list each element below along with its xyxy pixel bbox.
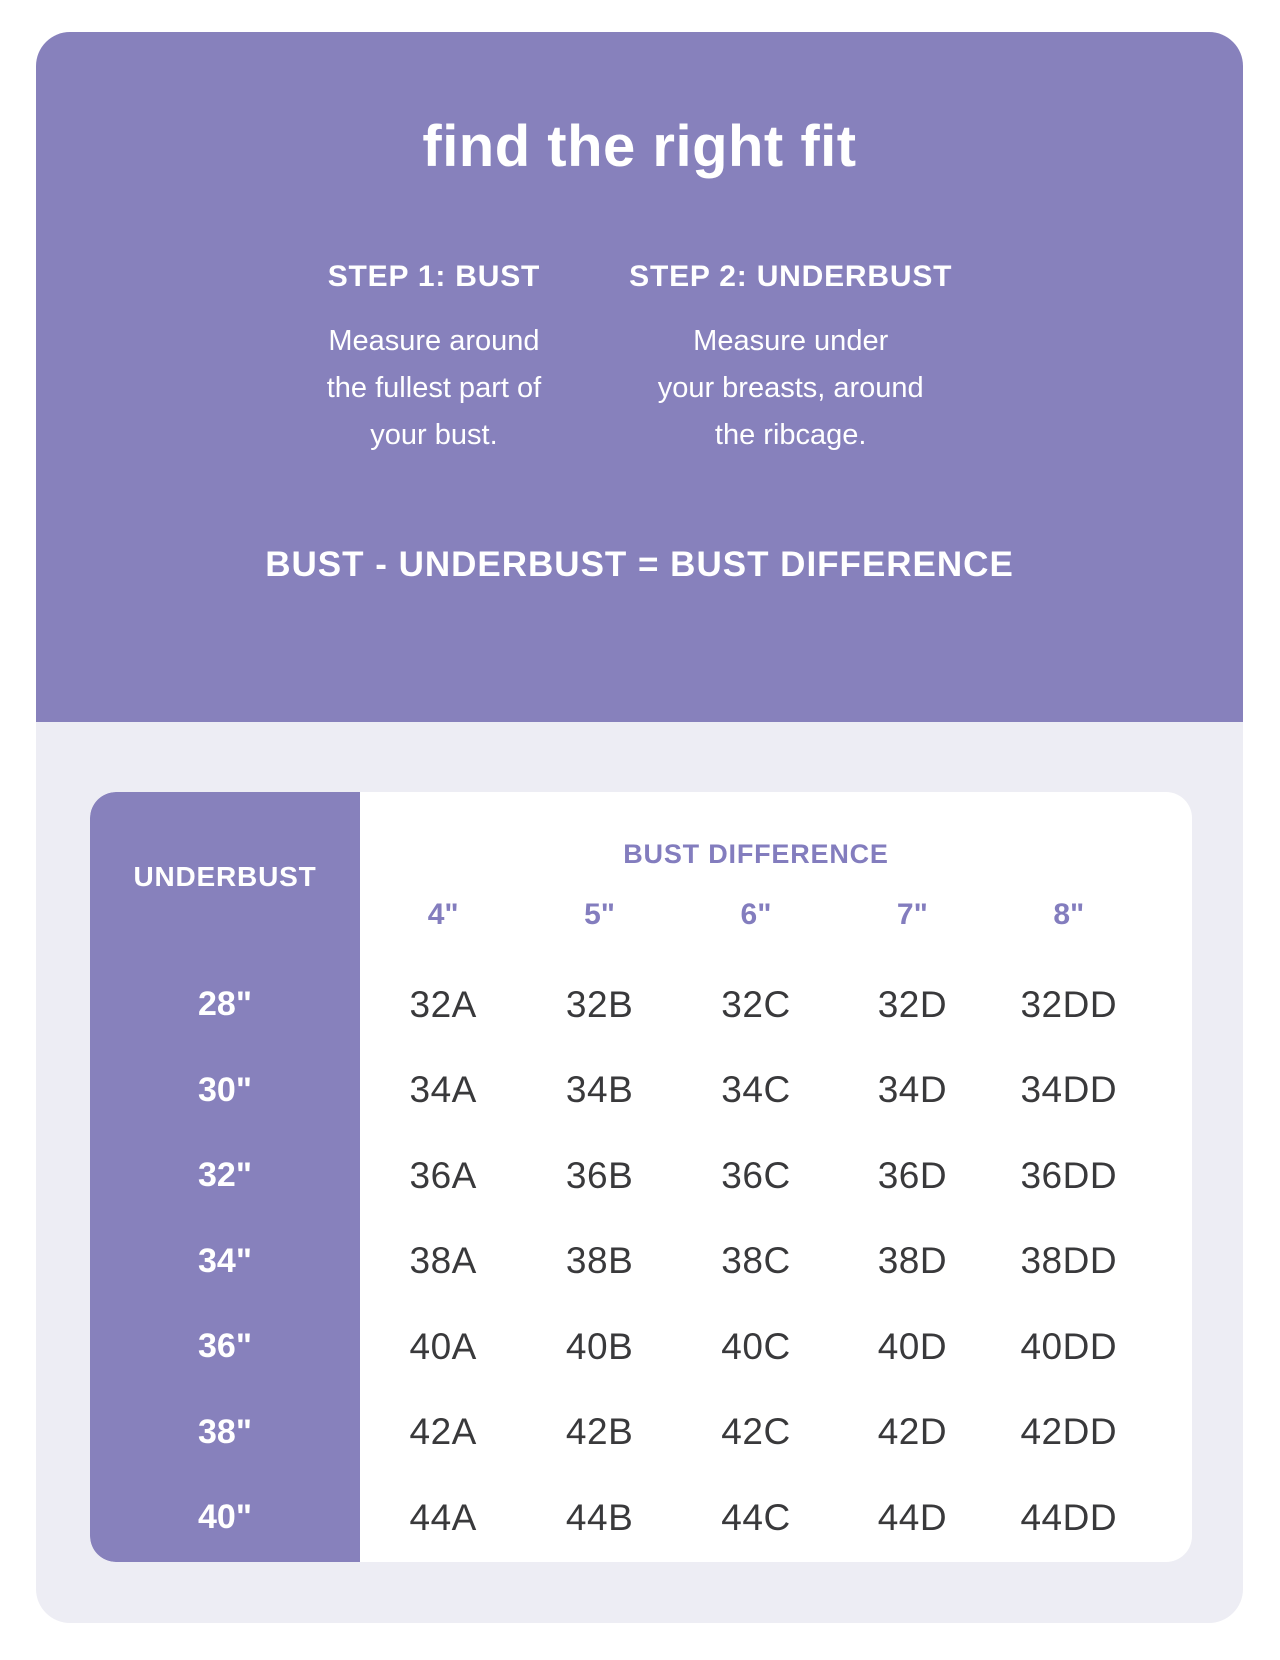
column-header: 7" xyxy=(896,898,928,931)
size-row xyxy=(365,962,1147,1048)
size-cell: 32D xyxy=(877,983,948,1025)
size-rows xyxy=(365,962,1147,1561)
size-row xyxy=(365,1304,1147,1390)
size-cell: 44C xyxy=(721,1496,791,1538)
bust-difference-grid xyxy=(360,792,1192,1562)
size-cell: 34B xyxy=(565,1069,634,1111)
page-title: find the right fit xyxy=(422,114,857,179)
size-cell: 44A xyxy=(409,1496,477,1538)
bust-difference-header: BUST DIFFERENCE xyxy=(623,839,889,869)
size-cell: 32C xyxy=(721,983,791,1025)
underbust-header: UNDERBUST xyxy=(133,861,317,892)
step-description xyxy=(629,318,952,459)
size-cell: 38DD xyxy=(1020,1240,1118,1282)
hero-section xyxy=(36,32,1243,722)
underbust-column xyxy=(90,792,360,1562)
size-cell: 36B xyxy=(565,1154,634,1196)
underbust-row-label: 30" xyxy=(198,1070,252,1109)
size-cell: 38C xyxy=(721,1240,791,1282)
size-cell: 32B xyxy=(565,983,634,1025)
size-cell: 40D xyxy=(877,1325,948,1367)
underbust-row-labels xyxy=(90,962,360,1561)
column-header: 8" xyxy=(1053,898,1085,931)
underbust-row-label: 38" xyxy=(198,1412,252,1451)
size-cell: 42B xyxy=(565,1411,634,1453)
bust-difference-formula: BUST - UNDERBUST = BUST DIFFERENCE xyxy=(265,545,1014,584)
underbust-row-label: 34" xyxy=(198,1241,252,1280)
size-cell: 40B xyxy=(565,1325,634,1367)
underbust-row-label: 36" xyxy=(198,1327,252,1366)
step-description-line: Measure under xyxy=(693,325,889,357)
step-description-line: the ribcage. xyxy=(714,419,867,451)
step-2-underbust xyxy=(629,260,952,459)
size-cell: 42D xyxy=(877,1411,948,1453)
size-row xyxy=(365,1219,1147,1305)
step-heading: STEP 2: UNDERBUST xyxy=(629,260,953,293)
size-cell: 42A xyxy=(409,1411,477,1453)
step-description-line: your bust. xyxy=(370,419,498,451)
size-cell: 34DD xyxy=(1020,1069,1118,1111)
chart-section xyxy=(36,722,1243,1623)
size-cell: 38D xyxy=(877,1240,948,1282)
size-cell: 36C xyxy=(721,1154,791,1196)
size-cell: 38A xyxy=(409,1240,477,1282)
column-header: 4" xyxy=(427,898,459,931)
size-cell: 42C xyxy=(721,1411,791,1453)
steps-row xyxy=(36,260,1243,459)
column-headers xyxy=(365,884,1147,946)
step-description-line: the fullest part of xyxy=(326,372,542,404)
underbust-row-label: 28" xyxy=(198,985,252,1024)
size-cell: 32A xyxy=(409,983,477,1025)
size-row xyxy=(365,1048,1147,1134)
step-description-line: Measure around xyxy=(328,325,540,357)
size-row xyxy=(365,1133,1147,1219)
size-row xyxy=(365,1475,1147,1561)
size-chart-panel xyxy=(90,792,1192,1562)
size-cell: 34D xyxy=(877,1069,948,1111)
column-header: 5" xyxy=(584,898,616,931)
step-heading: STEP 1: BUST xyxy=(327,260,541,293)
size-cell: 34A xyxy=(409,1069,477,1111)
size-cell: 40C xyxy=(721,1325,791,1367)
size-row xyxy=(365,1390,1147,1476)
size-cell: 44B xyxy=(565,1496,634,1538)
size-cell: 42DD xyxy=(1020,1411,1118,1453)
fit-guide-card xyxy=(36,32,1243,1623)
size-cell: 36DD xyxy=(1020,1154,1118,1196)
size-cell: 40A xyxy=(409,1325,477,1367)
underbust-row-label: 32" xyxy=(198,1156,252,1195)
size-cell: 44D xyxy=(877,1496,948,1538)
size-cell: 34C xyxy=(721,1069,791,1111)
size-cell: 38B xyxy=(565,1240,634,1282)
size-cell: 36A xyxy=(409,1154,477,1196)
size-cell: 44DD xyxy=(1020,1496,1118,1538)
size-cell: 40DD xyxy=(1020,1325,1118,1367)
step-description-line: your breasts, around xyxy=(657,372,924,404)
step-description xyxy=(327,318,541,459)
step-1-bust xyxy=(327,260,541,459)
underbust-row-label: 40" xyxy=(198,1498,252,1537)
column-header: 6" xyxy=(740,898,772,931)
size-cell: 36D xyxy=(877,1154,948,1196)
size-cell: 32DD xyxy=(1020,983,1118,1025)
